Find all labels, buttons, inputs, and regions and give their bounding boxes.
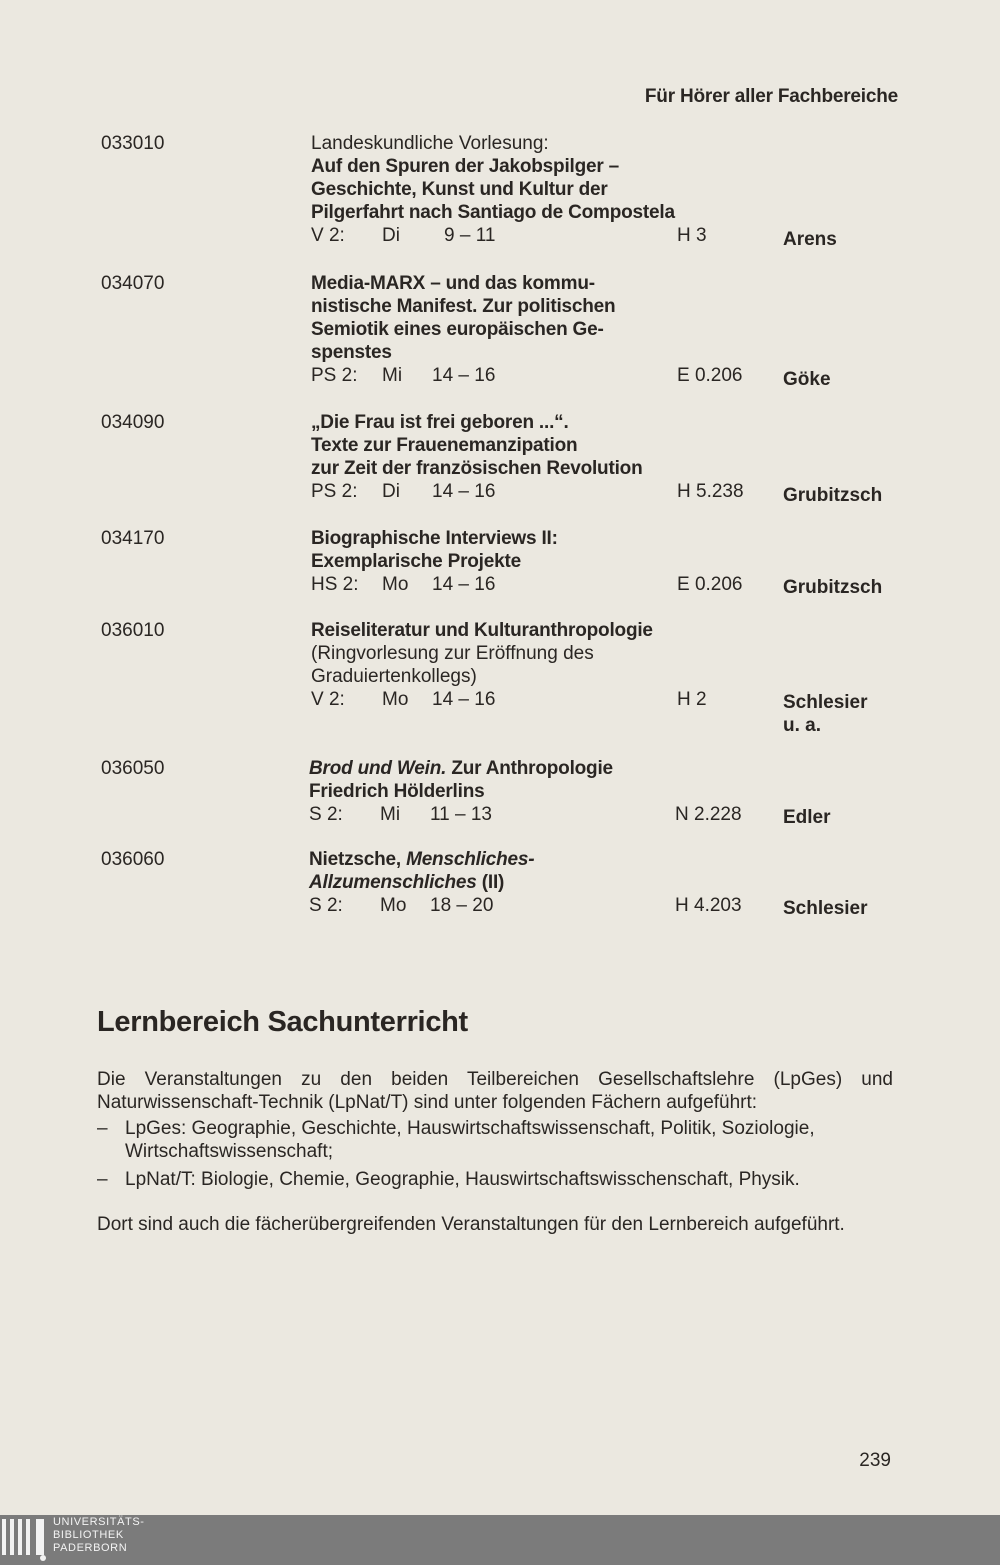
course-title-line [309, 757, 769, 780]
course-room: H 3 [677, 225, 707, 246]
course-time: 14 – 16 [432, 574, 496, 595]
course-title-part: Zur Anthropologie [446, 758, 613, 779]
course-description [311, 527, 771, 596]
course-title-line: „Die Frau ist frei geboren ...“. [311, 412, 569, 433]
course-schedule [311, 364, 771, 387]
section-outro: Dort sind auch die fächerübergreifenden Veranstaltungen für den Lernbereich aufgeführt. [97, 1214, 845, 1235]
course-time: 11 – 13 [430, 804, 492, 825]
course-title-line: nistische Manifest. Zur politischen [311, 296, 616, 317]
course-title-line: Friedrich Hölderlins [309, 781, 485, 802]
course-lecturer: u. a. [783, 715, 822, 736]
course-lecturer: Schlesier [783, 898, 868, 919]
course-title-line: (Ringvorlesung zur Eröffnung des [311, 643, 594, 664]
course-schedule [311, 573, 771, 596]
course-day: Di [382, 225, 400, 246]
course-room: H 4.203 [675, 895, 742, 916]
course-type: HS 2: [311, 574, 359, 595]
library-name-line: UNIVERSITÄTS- [53, 1516, 145, 1528]
course-type: S 2: [309, 804, 343, 825]
course-title-line: zur Zeit der französischen Revolution [311, 458, 643, 479]
course-title-line: Texte zur Frauenemanzipation [311, 435, 578, 456]
course-title-italic: Allzumenschliches [309, 872, 477, 893]
course-number: 034070 [101, 273, 165, 294]
course-lecturer: Edler [783, 807, 831, 828]
course-schedule [311, 224, 771, 247]
library-name-line: BIBLIOTHEK [53, 1529, 124, 1541]
course-type: V 2: [311, 689, 345, 710]
course-description [311, 132, 771, 247]
course-description [309, 757, 769, 826]
course-title-line: Exemplarische Projekte [311, 551, 521, 572]
course-schedule [309, 803, 769, 826]
section-intro: Die Veranstaltungen zu den beiden Teilbereichen Gesellschaftslehre (LpGes) und Naturwissenschaft-Technik (LpNat/T) sind unter folgenden Fächern aufgeführt: [97, 1069, 893, 1113]
library-name-line: PADERBORN [53, 1542, 128, 1554]
library-name [53, 1516, 145, 1555]
course-number: 034170 [101, 528, 165, 549]
course-room: N 2.228 [675, 804, 742, 825]
course-description [311, 411, 771, 503]
course-title-line: Biographische Interviews II: [311, 528, 558, 549]
course-type: PS 2: [311, 481, 358, 502]
course-room: E 0.206 [677, 574, 743, 595]
course-day: Mi [380, 804, 401, 825]
course-type: V 2: [311, 225, 345, 246]
course-time: 18 – 20 [430, 895, 494, 916]
course-day: Di [382, 481, 400, 502]
list-item-text: LpNat/T: Biologie, Chemie, Geographie, Hauswirtschaftswisschenschaft, Physik. [125, 1169, 800, 1190]
course-time: 9 – 11 [444, 225, 496, 246]
course-title-line: Graduiertenkollegs) [311, 666, 477, 687]
course-title-line: Auf den Spuren der Jakobspilger – [311, 156, 620, 177]
course-lecturer: Arens [783, 229, 837, 250]
course-time: 14 – 16 [432, 689, 496, 710]
library-footer-bar [0, 1515, 1000, 1565]
course-lecturer: Grubitzsch [783, 577, 883, 598]
course-room: H 2 [677, 689, 707, 710]
course-lecturer: Göke [783, 369, 831, 390]
course-title-line: Geschichte, Kunst und Kultur der [311, 179, 608, 200]
course-title-line: spenstes [311, 342, 392, 363]
list-dash: – [97, 1169, 108, 1190]
course-number: 036010 [101, 620, 165, 641]
course-title-italic: Menschliches- [406, 849, 535, 870]
course-title-line: Landeskundliche Vorlesung: [311, 133, 549, 154]
course-title-line: Pilgerfahrt nach Santiago de Compostela [311, 202, 675, 223]
course-schedule [309, 894, 769, 917]
course-title-line: Media-MARX – und das kommu- [311, 273, 595, 294]
course-description [311, 619, 771, 711]
course-type: PS 2: [311, 365, 358, 386]
section-title: Lernbereich Sachunterricht [97, 1006, 468, 1038]
course-time: 14 – 16 [432, 481, 496, 502]
course-description [311, 272, 771, 387]
course-lecturer: Grubitzsch [783, 485, 883, 506]
course-title-line: Reiseliteratur und Kulturanthropologie [311, 620, 653, 641]
course-title-part: (II) [476, 872, 505, 893]
course-number: 036050 [101, 758, 165, 779]
course-title-line: Semiotik eines europäischen Ge- [311, 319, 604, 340]
course-room: E 0.206 [677, 365, 743, 386]
course-description [309, 848, 769, 917]
list-item-text: LpGes: Geographie, Geschichte, Hauswirtschaftswissenschaft, Politik, Soziologie, Wirtschaftswissenschaft; [125, 1118, 815, 1162]
course-day: Mo [380, 895, 407, 916]
course-title-part: Nietzsche, [309, 849, 407, 870]
course-day: Mo [382, 574, 409, 595]
library-logo-icon [2, 1519, 46, 1561]
list-dash: – [97, 1118, 108, 1139]
course-time: 14 – 16 [432, 365, 496, 386]
course-day: Mo [382, 689, 409, 710]
course-schedule [311, 688, 771, 711]
course-day: Mi [382, 365, 403, 386]
page-number: 239 [859, 1450, 891, 1471]
course-type: S 2: [309, 895, 343, 916]
course-number: 034090 [101, 412, 165, 433]
course-number: 033010 [101, 133, 165, 154]
course-title-italic: Brod und Wein. [309, 758, 447, 779]
course-title-line [309, 848, 769, 871]
course-room: H 5.238 [677, 481, 744, 502]
course-title-line [309, 871, 769, 894]
course-schedule [311, 480, 771, 503]
course-lecturer: Schlesier [783, 692, 868, 713]
running-head: Für Hörer aller Fachbereiche [644, 86, 898, 107]
course-number: 036060 [101, 849, 165, 870]
